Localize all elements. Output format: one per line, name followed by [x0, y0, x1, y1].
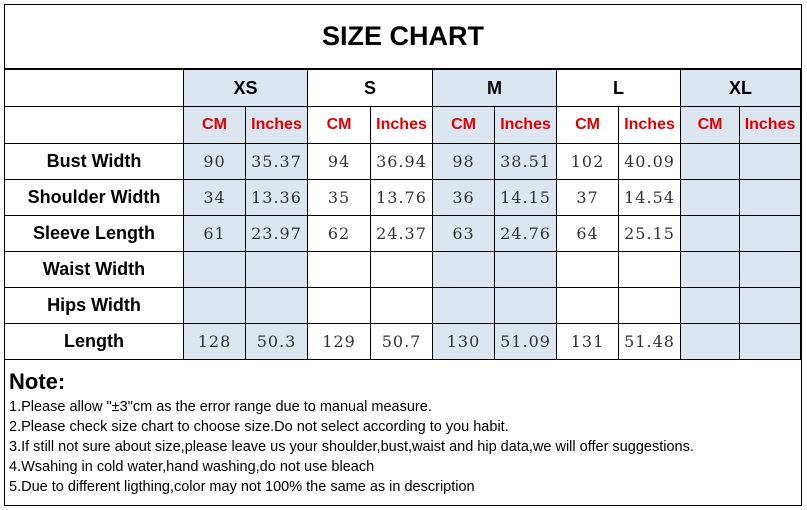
row-label: Shoulder Width: [5, 180, 184, 216]
size-xl: XL: [681, 70, 801, 107]
size-table: [4, 69, 801, 360]
note-line: 1.Please allow "±3"cm as the error range due to manual measure.: [9, 399, 432, 415]
corner-cell: [5, 70, 184, 107]
value-cell: 36.94: [371, 144, 433, 180]
unit-cm: CM: [184, 107, 246, 144]
value-cell: 23.97: [246, 216, 308, 252]
value-cell: 34: [184, 180, 246, 216]
unit-cm: CM: [557, 107, 619, 144]
unit-inches: Inches: [740, 107, 801, 144]
value-cell: [433, 288, 495, 324]
unit-cm: CM: [308, 107, 371, 144]
value-cell: 61: [184, 216, 246, 252]
value-cell: [740, 324, 801, 360]
value-cell: [371, 288, 433, 324]
value-cell: 129: [308, 324, 371, 360]
note-line: 2.Please check size chart to choose size.Do not select according to you habit.: [9, 419, 509, 435]
value-cell: 51.09: [495, 324, 557, 360]
value-cell: 35: [308, 180, 371, 216]
value-cell: [246, 288, 308, 324]
value-cell: 36: [433, 180, 495, 216]
value-cell: [681, 288, 740, 324]
value-cell: 38.51: [495, 144, 557, 180]
value-cell: 51.48: [619, 324, 681, 360]
value-cell: [740, 180, 801, 216]
row-label: Sleeve Length: [5, 216, 184, 252]
unit-cm: CM: [681, 107, 740, 144]
unit-inches: Inches: [495, 107, 557, 144]
value-cell: [371, 252, 433, 288]
value-cell: [740, 216, 801, 252]
unit-inches: Inches: [619, 107, 681, 144]
value-cell: [495, 288, 557, 324]
size-chart-frame: [4, 4, 802, 506]
value-cell: [308, 288, 371, 324]
value-cell: 130: [433, 324, 495, 360]
unit-header-row: [5, 107, 801, 144]
note-line: 4.Wsahing in cold water,hand washing,do not use bleach: [9, 459, 375, 475]
value-cell: [619, 288, 681, 324]
value-cell: 40.09: [619, 144, 681, 180]
value-cell: 102: [557, 144, 619, 180]
value-cell: 13.36: [246, 180, 308, 216]
value-cell: [433, 252, 495, 288]
value-cell: [557, 252, 619, 288]
value-cell: 131: [557, 324, 619, 360]
value-cell: 90: [184, 144, 246, 180]
unit-cm: CM: [433, 107, 495, 144]
size-s: S: [308, 70, 433, 107]
measurement-row: [5, 144, 801, 180]
value-cell: 14.54: [619, 180, 681, 216]
measurement-row: [5, 216, 801, 252]
value-cell: [557, 288, 619, 324]
value-cell: 50.7: [371, 324, 433, 360]
value-cell: [184, 288, 246, 324]
value-cell: 24.37: [371, 216, 433, 252]
value-cell: 62: [308, 216, 371, 252]
measurement-row: [5, 288, 801, 324]
row-label: Waist Width: [5, 252, 184, 288]
value-cell: 128: [184, 324, 246, 360]
measurement-row: [5, 252, 801, 288]
unit-inches: Inches: [371, 107, 433, 144]
value-cell: 50.3: [246, 324, 308, 360]
measurement-row: [5, 324, 801, 360]
notes-section: [5, 365, 801, 497]
value-cell: [740, 288, 801, 324]
unit-inches: Inches: [246, 107, 308, 144]
value-cell: 13.76: [371, 180, 433, 216]
value-cell: [740, 252, 801, 288]
row-label: Length: [5, 324, 184, 360]
size-xs: XS: [184, 70, 308, 107]
size-l: L: [557, 70, 681, 107]
size-m: M: [433, 70, 557, 107]
note-line: 5.Due to different ligthing,color may not 100% the same as in description: [9, 479, 475, 495]
value-cell: 98: [433, 144, 495, 180]
measurement-row: [5, 180, 801, 216]
value-cell: [740, 144, 801, 180]
size-header-row: [5, 70, 801, 107]
value-cell: 37: [557, 180, 619, 216]
value-cell: 35.37: [246, 144, 308, 180]
value-cell: [681, 216, 740, 252]
notes-heading: Note:: [9, 369, 66, 394]
value-cell: [681, 180, 740, 216]
value-cell: [619, 252, 681, 288]
value-cell: 25.15: [619, 216, 681, 252]
value-cell: 64: [557, 216, 619, 252]
row-label: Bust Width: [5, 144, 184, 180]
chart-title: SIZE CHART: [5, 5, 801, 69]
value-cell: [681, 324, 740, 360]
value-cell: [681, 252, 740, 288]
value-cell: [495, 252, 557, 288]
value-cell: 14.15: [495, 180, 557, 216]
value-cell: [681, 144, 740, 180]
value-cell: 94: [308, 144, 371, 180]
value-cell: [246, 252, 308, 288]
value-cell: 24.76: [495, 216, 557, 252]
unit-corner-cell: [5, 107, 184, 144]
row-label: Hips Width: [5, 288, 184, 324]
note-line: 3.If still not sure about size,please leave us your shoulder,bust,waist and hip data,we will offer suggestions.: [9, 439, 694, 455]
value-cell: [184, 252, 246, 288]
value-cell: 63: [433, 216, 495, 252]
value-cell: [308, 252, 371, 288]
